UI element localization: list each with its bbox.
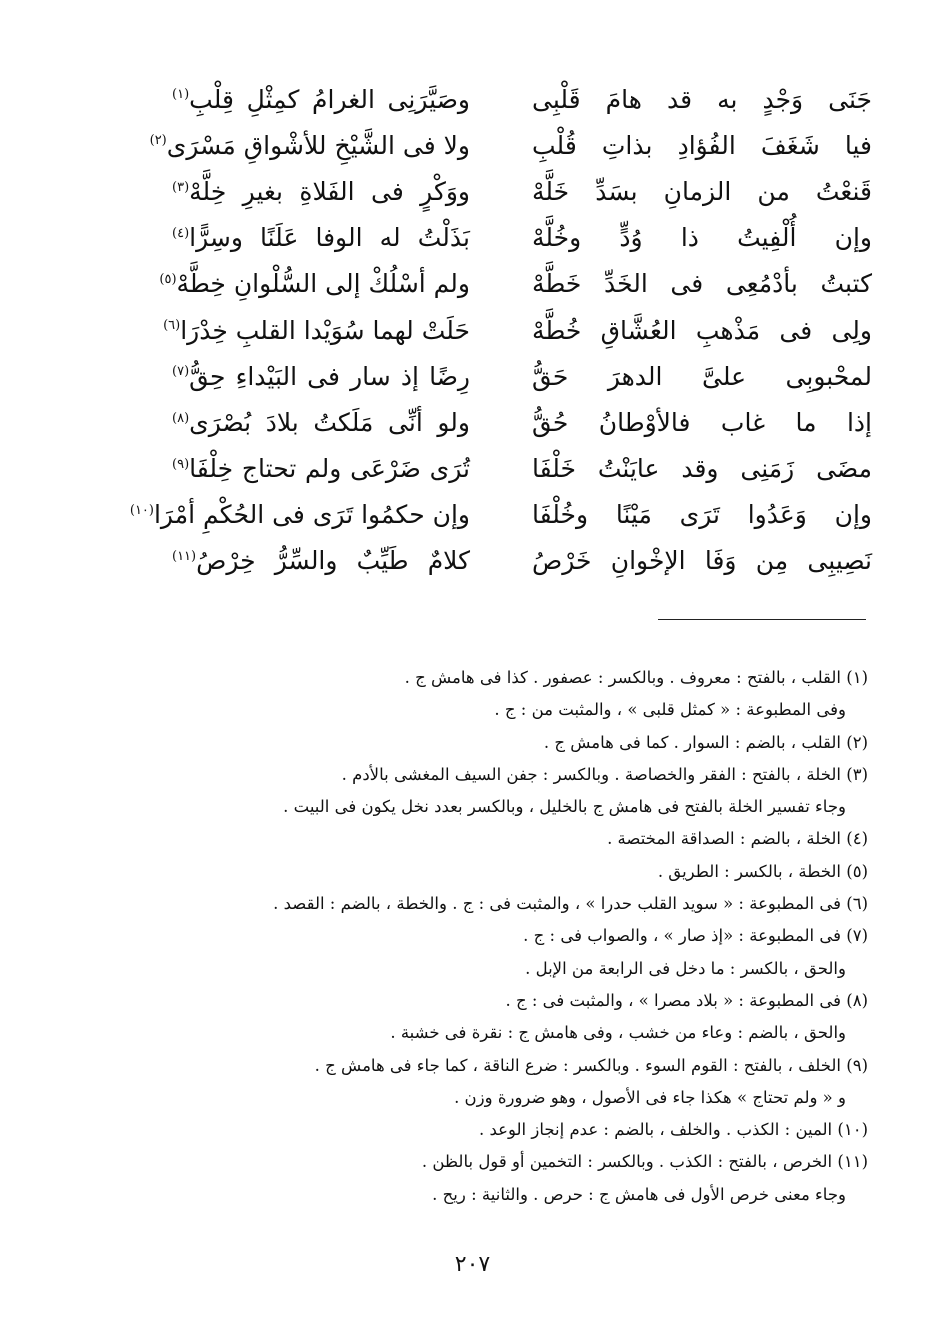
footnote-continuation: وفى المطبوعة : « كمثل قلبى » ، والمثبت من : ج . bbox=[494, 700, 846, 720]
footnote-continuation: وجاء معنى خرص الأول فى هامش ج : حرص . والثانية : ريح . bbox=[432, 1184, 846, 1204]
verse-line bbox=[149, 122, 872, 168]
verse-second-text: ووَكْرٍ فى الفَلاةِ بغيرِ خِلَّهْ bbox=[189, 176, 470, 206]
footnote-line: (١١) الخرص ، بالفتح : الكذب . وبالكسر : التخمين أو قول بالظن . bbox=[421, 1152, 868, 1172]
footnotes bbox=[240, 662, 868, 1211]
verse-second-text: ولا فى الشَّيْخِ للأشْواقِ مَسْرَى bbox=[166, 130, 470, 160]
verse-second-hemistich bbox=[149, 130, 470, 160]
footnote-reference: (٤) bbox=[172, 225, 190, 241]
verse-second-text: كلامٌ طَيِّبٌ والسِّرُّ خِرْصُ bbox=[196, 546, 470, 576]
verse-line bbox=[163, 307, 872, 353]
verse-second-hemistich bbox=[129, 500, 470, 530]
verse-first-hemistich: لمحْبوبِى علىَّ الدهرَ حَقُّ bbox=[532, 361, 872, 391]
verse-line bbox=[170, 446, 872, 492]
verse-second-text: حَلَتْ لهما سُوَيْدا القلبِ خِدْرَا bbox=[180, 315, 470, 345]
verse-second-text: وإن حكمُوا تَرَى فى الحُكْمِ أمْرَا bbox=[153, 500, 470, 530]
verse-first-hemistich: فيا شَغَفَ الفُؤادِ بذاتِ قُلْبِ bbox=[532, 130, 872, 160]
verse-second-hemistich bbox=[170, 223, 470, 253]
verse-second-text: ولم أسْلُكْ إلى السُّلْوانِ خِطَّهْ bbox=[176, 269, 470, 299]
verse-line bbox=[170, 353, 872, 399]
verse-second-hemistich bbox=[170, 361, 470, 391]
footnote-reference: (٦) bbox=[163, 318, 181, 334]
footnote-line: (٩) الخلف ، بالفتح : القوم السوء . وبالكسر : ضرع الناقة ، كما جاء فى هامش ج . bbox=[314, 1055, 868, 1075]
verse-line bbox=[159, 261, 872, 307]
verse-second-hemistich bbox=[159, 269, 470, 299]
verse-line bbox=[170, 538, 872, 584]
verse-first-hemistich: إذا ما غاب فالأوْطانُ حُقُّ bbox=[532, 407, 872, 437]
verse-first-hemistich: وإن وَعَدُوا تَرَى مَيْنًا وخُلْفَا bbox=[532, 500, 872, 530]
verse-first-hemistich: جَنَى وَجْدٍ به قد هامَ قَلْبِى bbox=[532, 84, 872, 114]
footnote-reference: (٢) bbox=[149, 133, 167, 149]
footnote-reference: (١١) bbox=[172, 549, 197, 565]
footnote-line: (٤) الخلة ، بالضم : الصداقة المختصة . bbox=[607, 829, 868, 849]
footnote-line: (٣) الخلة ، بالفتح : الفقر والخصاصة . وبالكسر : جفن السيف المغشى بالأدم . bbox=[341, 764, 868, 784]
verse-second-hemistich bbox=[170, 407, 470, 437]
verse-second-text: رِضًا إذ سار فى البَيْداءِ حِقُّ bbox=[189, 361, 470, 391]
footnote-reference: (٣) bbox=[172, 179, 190, 195]
footnote-line: (٢) القلب ، بالضم : السوار . كما فى هامش ج . bbox=[543, 732, 868, 752]
verse-line bbox=[170, 215, 872, 261]
verse-first-hemistich: نَصِيبِى مِن وَفَا الإخْوانِ خَرْصُ bbox=[532, 546, 872, 576]
poem-verses bbox=[129, 76, 872, 584]
verse-first-hemistich: وإن أُلْفِيتُ ذا وُدٍّ وخُلَّهْ bbox=[532, 223, 872, 253]
verse-second-hemistich bbox=[170, 176, 470, 206]
verse-second-hemistich bbox=[170, 546, 470, 576]
verse-second-text: تُرَى ضَرْعَى ولم تحتاج خِلْفَا bbox=[189, 454, 470, 484]
footnote-reference: (٥) bbox=[159, 272, 177, 288]
footnote-continuation: و « ولم تحتاج » هكذا جاء فى الأصول ، وهو ضرورة وزن . bbox=[454, 1087, 846, 1107]
verse-first-hemistich: قَنعْتُ من الزمانِ بسَدِّ خَلَّهْ bbox=[532, 176, 872, 206]
verse-first-hemistich: ولِى فى مَذْهبِ العُشَّاقِ خُطَّهْ bbox=[532, 315, 872, 345]
footnote-line: (٦) فى المطبوعة : « سويد القلب حدرا » ، والمثبت فى : ج . والخطة ، بالضم : القصد . bbox=[273, 894, 868, 914]
footnote-line: (١٠) المين : الكذب . والخلف ، بالضم : عدم إنجاز الوعد . bbox=[479, 1120, 868, 1140]
verse-second-hemistich bbox=[163, 315, 470, 345]
verse-second-hemistich bbox=[170, 84, 470, 114]
verse-line bbox=[129, 492, 872, 538]
verse-line bbox=[170, 399, 872, 445]
page-number: ٢٠٧ bbox=[454, 1252, 491, 1277]
footnote-reference: (١) bbox=[172, 87, 190, 103]
footnote-line: (١) القلب ، بالفتح : معروف . وبالكسر : عصفور . كذا فى هامش ج . bbox=[404, 668, 868, 687]
verse-first-hemistich: كتبتُ بأدْمُعِى فى الخَدِّ خَطَّهْ bbox=[532, 269, 872, 299]
footnote-continuation: والحق ، بالضم : وعاء من خشب ، وفى هامش ج : نقرة فى خشبة . bbox=[390, 1023, 846, 1043]
footnote-line: (٨) فى المطبوعة : « بلاد مصرا » ، والمثبت فى : ج . bbox=[505, 990, 868, 1010]
footnote-continuation: وجاء تفسير الخلة بالفتح فى هامش ج بالخليل ، وبالكسر بعدد نخل يكون فى البيت . bbox=[283, 797, 846, 817]
footnote-reference: (٩) bbox=[172, 456, 190, 472]
footnote-reference: (٧) bbox=[172, 364, 190, 380]
verse-line bbox=[170, 168, 872, 214]
footnote-continuation: والحق ، بالكسر : ما دخل فى الرابعة من الإبل . bbox=[525, 958, 846, 978]
footnote-separator bbox=[658, 619, 866, 620]
verse-line bbox=[170, 76, 872, 122]
footnote-reference: (٨) bbox=[172, 410, 190, 426]
footnote-line: (٧) فى المطبوعة : «إذ صار » ، والصواب فى : ج . bbox=[523, 926, 868, 946]
verse-first-hemistich: مضَى زَمَنِى وقد عايَنْتُ خَلْفَا bbox=[532, 454, 872, 484]
footnote-line: (٥) الخطة ، بالكسر : الطريق . bbox=[657, 861, 868, 881]
verse-second-hemistich bbox=[170, 454, 470, 484]
verse-second-text: وصَيَّرَنِى الغرامُ كمِثْلِ قِلْبِ bbox=[189, 84, 470, 114]
footnote-reference: (١٠) bbox=[129, 502, 154, 518]
verse-second-text: ولو أنِّى مَلَكتُ بلادَ بُصْرَى bbox=[189, 407, 470, 437]
verse-second-text: بَذَلْتُ له الوفا عَلَنًا وسِرًّا bbox=[189, 223, 470, 253]
